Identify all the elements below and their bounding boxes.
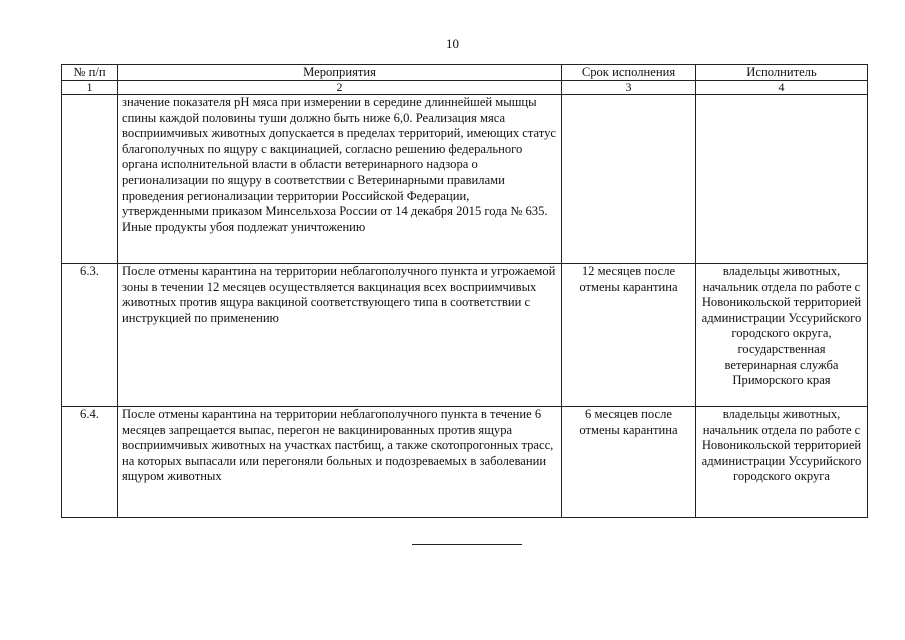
- row-number: 6.4.: [62, 407, 118, 518]
- measures-table: [61, 64, 868, 518]
- row-action: После отмены карантина на территории неблагополучного пункта и угрожаемой зоны в течении 12 месяцев осуществляется вакцинация всех восприимчивых животных против ящура вакциной соответствующего типа в соответствии с инструкцией по применению: [118, 264, 562, 407]
- row-action: значение показателя pH мяса при измерении в середине длиннейшей мышцы спины каждой половины туши должно быть ниже 6,0. Реализация мяса восприимчивых животных допускается в пределах территорий, имеющих статус благополучных по ящуру с вакцинацией, согласно решению федерального органа исполнительной власти в области ветеринарного надзора о регионализации по ящуру в соответствии с Ветеринарными правилами проведения регионализации территории Российской Федерации, утвержденными приказом Минсельхоза России от 14 декабря 2015 года № 635. Иные продукты убоя подлежат уничтожению: [118, 95, 562, 264]
- row-action: После отмены карантина на территории неблагополучного пункта в течение 6 месяцев запрещается выпас, перегон не вакцинированных против ящура восприимчивых животных на участках пастбищ, а также скотопрогонных трасс, на которых выпасали или перегоняли больных и подозреваемых в заболевании ящуром животных: [118, 407, 562, 518]
- table-row: [62, 95, 868, 264]
- column-number: 3: [562, 81, 696, 95]
- header-executor: Исполнитель: [696, 65, 868, 81]
- row-executor: владельцы животных, начальник отдела по работе с Новоникольской территорией администрации Уссурийского городского округа, государственная ветеринарная служба Приморского края: [696, 264, 868, 407]
- table-row: [62, 407, 868, 518]
- row-term: [562, 95, 696, 264]
- column-number: 2: [118, 81, 562, 95]
- header-term: Срок исполнения: [562, 65, 696, 81]
- row-term: 12 месяцев после отмены карантина: [562, 264, 696, 407]
- header-number: № п/п: [62, 65, 118, 81]
- row-executor: [696, 95, 868, 264]
- column-number: 1: [62, 81, 118, 95]
- row-term: 6 месяцев после отмены карантина: [562, 407, 696, 518]
- column-number-row: [62, 81, 868, 95]
- table-header-row: [62, 65, 868, 81]
- column-number: 4: [696, 81, 868, 95]
- header-actions: Мероприятия: [118, 65, 562, 81]
- table-row: [62, 264, 868, 407]
- row-executor: владельцы животных, начальник отдела по работе с Новоникольской территорией администрации Уссурийского городского округа: [696, 407, 868, 518]
- page-number: 10: [446, 36, 459, 51]
- row-number: 6.3.: [62, 264, 118, 407]
- row-number: [62, 95, 118, 264]
- end-divider: [412, 544, 522, 545]
